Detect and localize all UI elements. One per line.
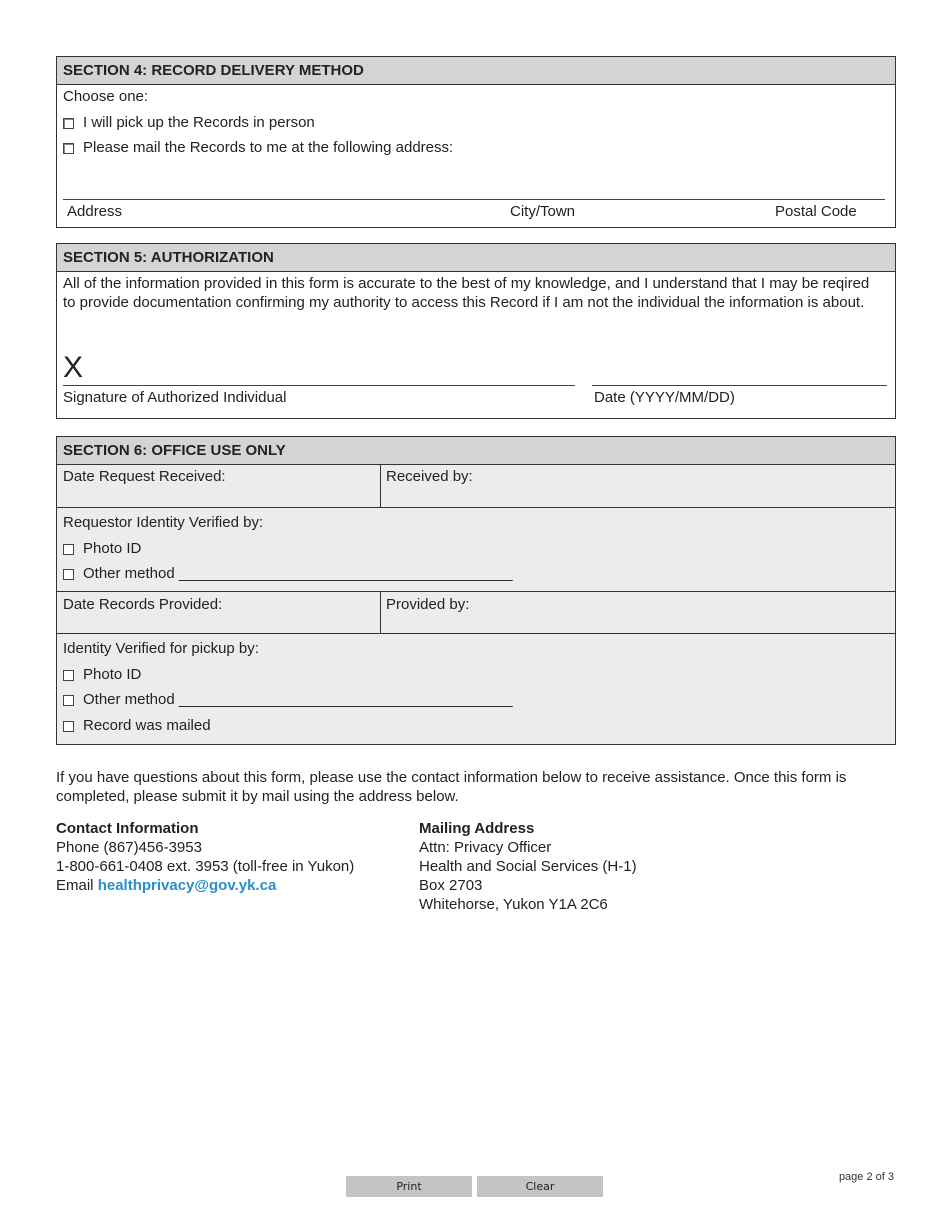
signature-x-mark: X [63,351,84,384]
other-method-label: Other method ________________________________________ [83,565,513,582]
section-6-title: SECTION 6: OFFICE USE ONLY [57,437,895,465]
date-request-received-label[interactable]: Date Request Received: [63,468,226,485]
signature-label: Signature of Authorized Individual [63,389,287,406]
city-town-label: City/Town [510,203,576,220]
section-4-title: SECTION 4: RECORD DELIVERY METHOD [57,57,895,85]
mailing-line: Attn: Privacy Officer [419,839,552,856]
pickup-photo-id-label: Photo ID [83,666,142,683]
photo-id-checkbox[interactable] [63,544,74,555]
page-number: page 2 of 3 [838,1171,894,1183]
provided-by-label[interactable]: Provided by: [386,596,470,613]
section-5-title: SECTION 5: AUTHORIZATION [57,244,895,272]
mail-records-checkbox[interactable] [63,143,74,154]
record-mailed-checkbox[interactable] [63,721,74,732]
received-row [57,465,895,508]
provided-row [57,592,895,634]
mailing-heading: Mailing Address [419,820,535,837]
photo-id-label: Photo ID [83,540,142,557]
column-divider [380,592,381,633]
section-5-authorization [56,243,896,419]
address-input-line[interactable] [63,199,885,200]
date-records-provided-label[interactable]: Date Records Provided: [63,596,223,613]
address-label: Address [67,203,123,220]
identity-verified-label: Requestor Identity Verified by: [63,514,264,531]
record-mailed-label: Record was mailed [83,717,211,734]
contact-heading: Contact Information [56,820,199,837]
pickup-photo-id-checkbox[interactable] [63,670,74,681]
contact-phone: Phone (867)456-3953 [56,839,202,856]
pickup-verified-label: Identity Verified for pickup by: [63,640,259,657]
signature-input-line[interactable] [63,385,575,386]
postal-code-label: Postal Code [775,203,857,220]
pickup-other-method-checkbox[interactable] [63,695,74,706]
help-text: If you have questions about this form, please use the contact information below to receive assistance. Once this form is completed, please submit it by mail using the address below. [56,769,847,805]
email-prefix: Email [56,877,98,894]
date-input-line[interactable] [592,385,887,386]
mail-records-label: Please mail the Records to me at the following address: [83,139,454,156]
pickup-in-person-checkbox[interactable] [63,118,74,129]
contact-tollfree: 1-800-661-0408 ext. 3953 (toll-free in Yukon) [56,858,355,875]
mailing-line: Whitehorse, Yukon Y1A 2C6 [419,896,608,913]
pickup-other-method-label: Other method ________________________________________ [83,691,513,708]
authorization-statement: All of the information provided in this form is accurate to the best of my knowledge, and I understand that I may be reqired to provide documentation confirming my authority to access this Record if I am not the individual the information is about. [63,275,870,311]
choose-one-label: Choose one: [63,88,149,105]
other-method-checkbox[interactable] [63,569,74,580]
date-label: Date (YYYY/MM/DD) [594,389,735,406]
mailing-line: Box 2703 [419,877,483,894]
email-link[interactable]: healthprivacy@gov.yk.ca [97,877,277,894]
print-button[interactable]: Print [346,1176,472,1197]
clear-button[interactable]: Clear [477,1176,603,1197]
column-divider [380,465,381,507]
contact-information [56,819,354,895]
mailing-line: Health and Social Services (H-1) [419,858,637,875]
section-4-record-delivery [56,56,896,228]
mailing-address [419,819,637,914]
identity-verified-row [57,508,895,592]
pickup-in-person-label: I will pick up the Records in person [83,114,315,131]
received-by-label[interactable]: Received by: [386,468,473,485]
pickup-verified-row [57,634,895,744]
section-6-office-use [56,436,896,745]
